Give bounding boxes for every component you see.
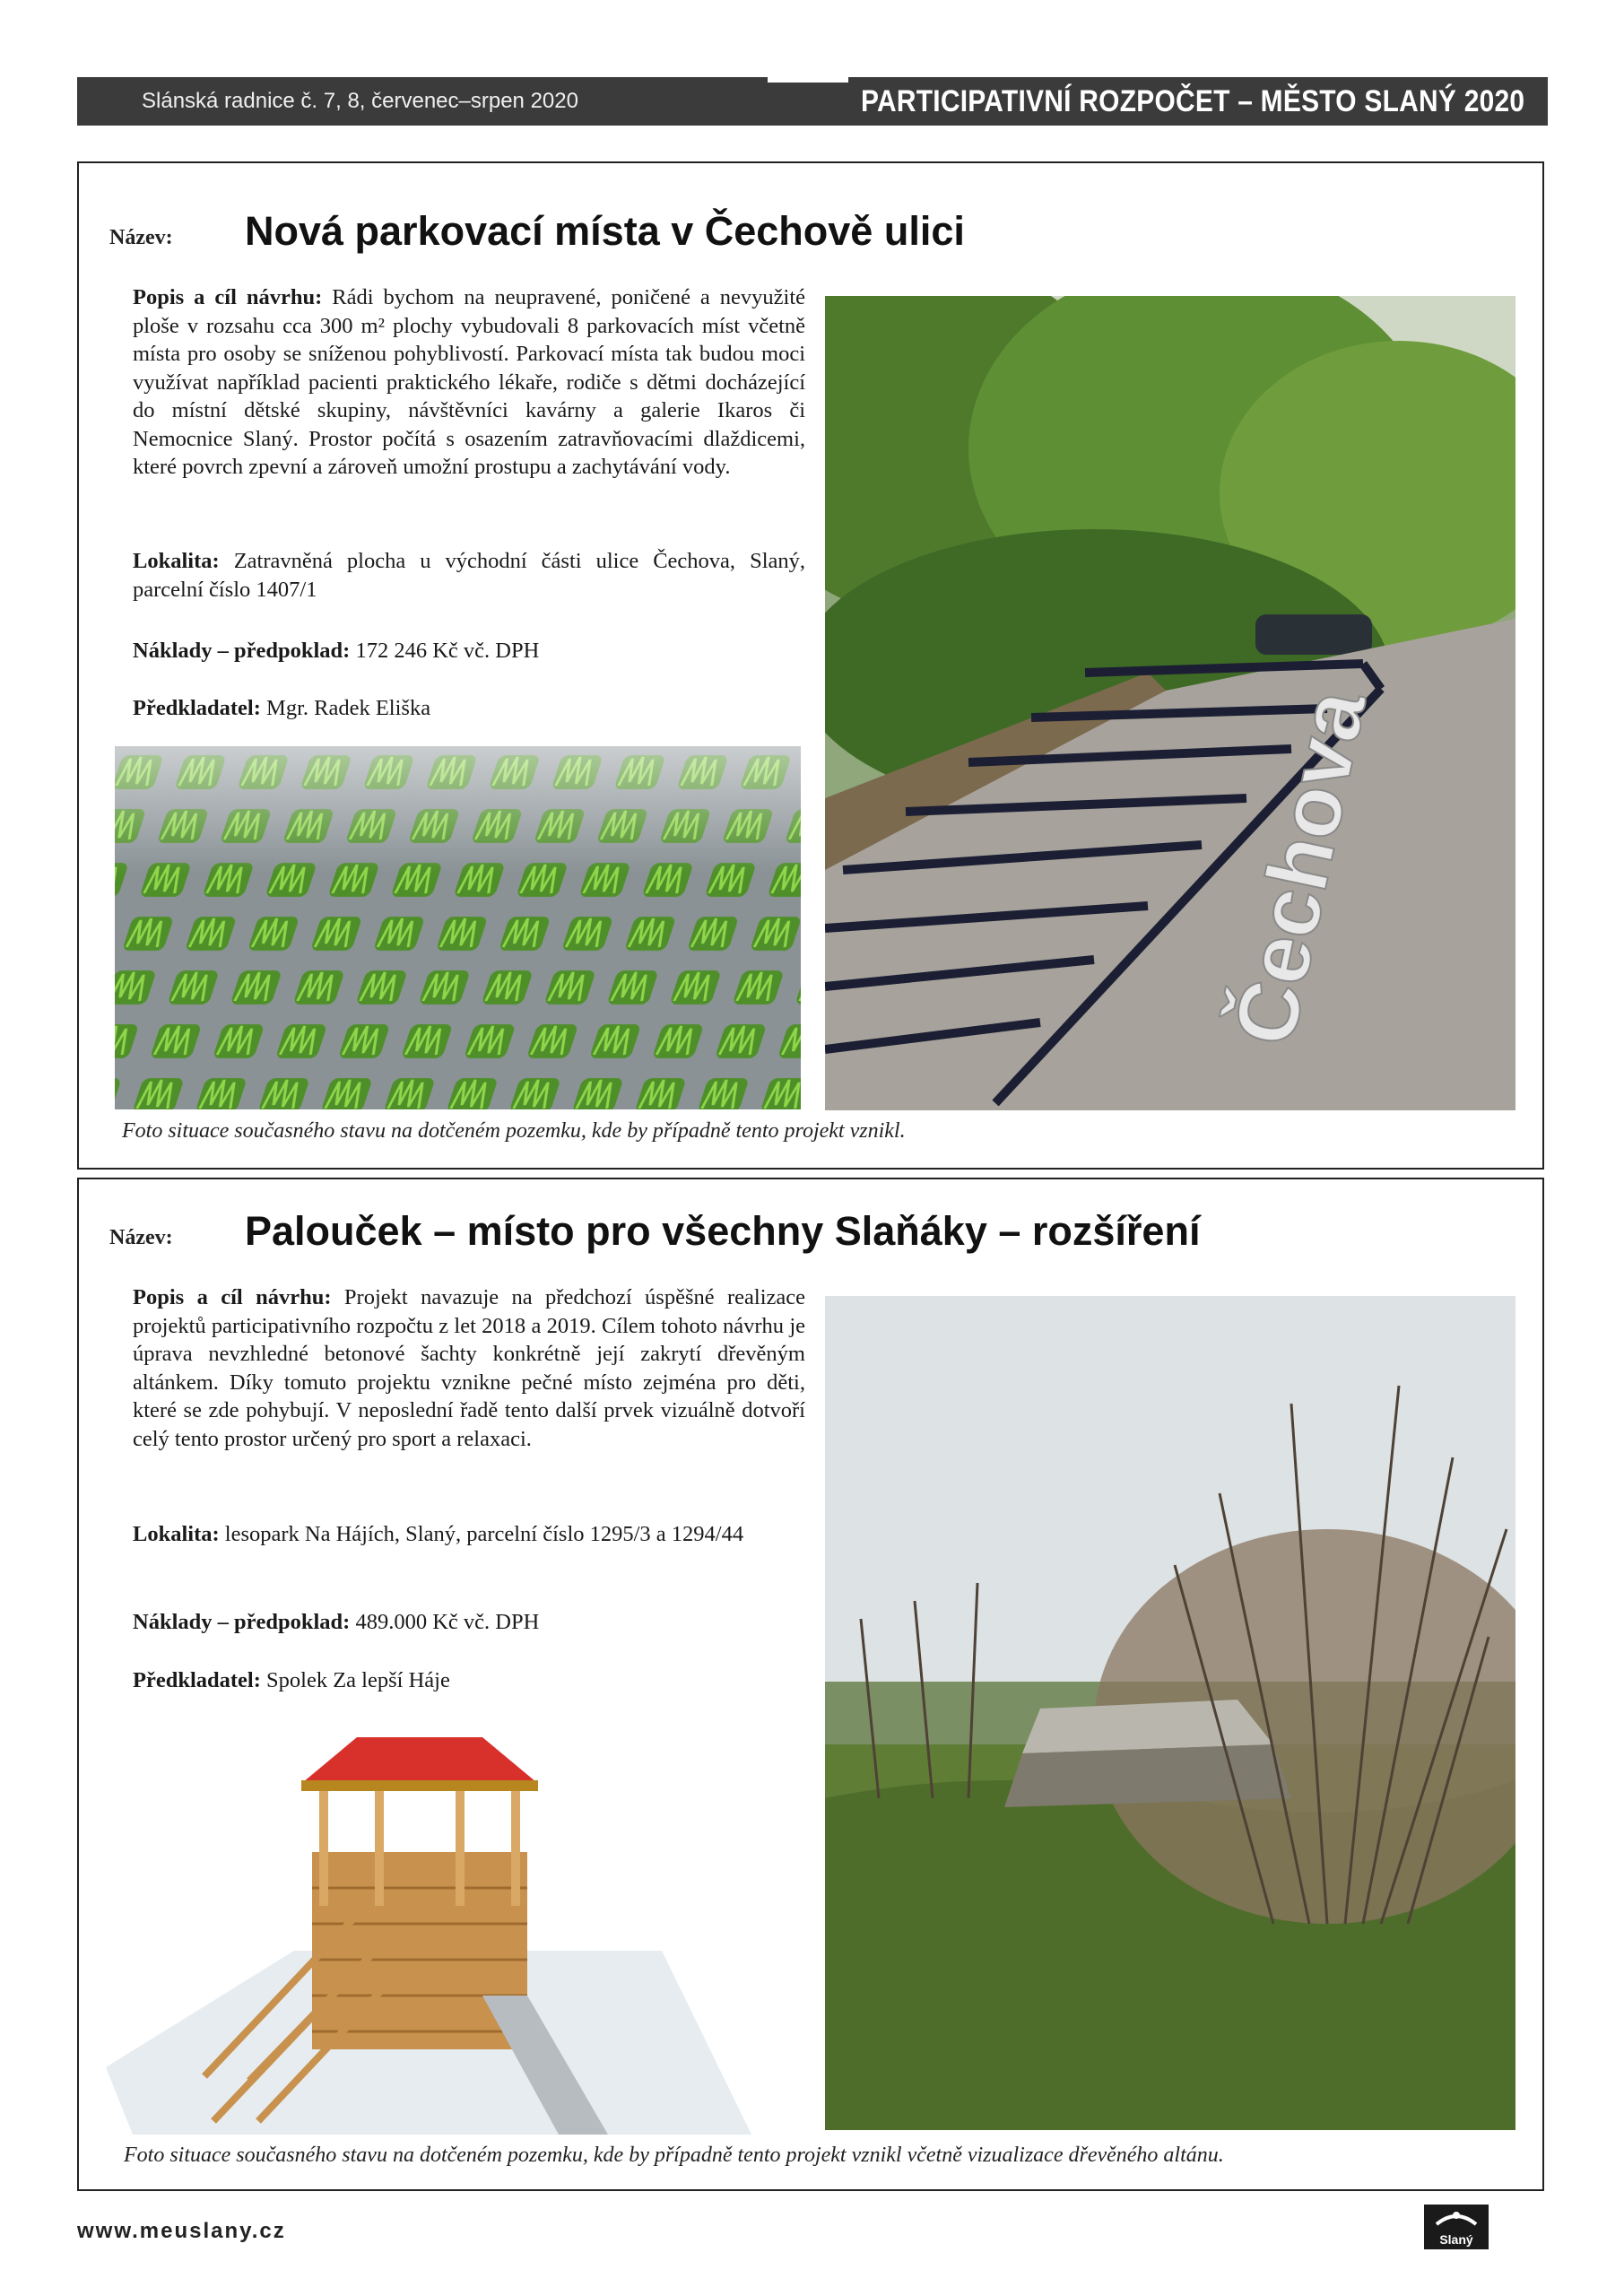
project-author <box>133 1666 805 1695</box>
page-header <box>77 77 1548 126</box>
cost-text: 489.000 Kč vč. DPH <box>355 1610 540 1634</box>
project-cost <box>133 637 805 665</box>
location-label: Lokalita: <box>133 549 220 573</box>
cost-label: Náklady – předpoklad: <box>133 639 351 663</box>
gazebo-visualization <box>106 1726 805 2135</box>
project-location <box>133 547 805 604</box>
author-text: Spolek Za lepší Háje <box>266 1668 450 1692</box>
photo-caption: Foto situace současného stavu na dotčeném pozemku, kde by případně tento projekt vznikl včetně vizualizace dřevěného altánu. <box>124 2144 1224 2167</box>
author-text: Mgr. Radek Eliška <box>266 696 431 720</box>
location-text: lesopark Na Hájích, Slaný, parcelní číslo 1295/3 a 1294/44 <box>224 1522 744 1546</box>
header-title: PARTICIPATIVNÍ ROZPOČET – MĚSTO SLANÝ 2020 <box>860 84 1524 118</box>
street-sign-text: Čechova <box>1215 682 1385 1054</box>
project-description <box>133 1283 805 1453</box>
name-label: Název: <box>109 226 173 249</box>
issue-info: Slánská radnice č. 7, 8, červenec–srpen 2020 <box>142 89 578 113</box>
desc-text: Projekt navazuje na předchozí úspěšné realizace projektů participativního rozpočtu z let 2018 a 2019. Cílem tohoto návrhu je úprava nevzhledné betonové šachty konkrétně její zakrytí dřevěným altánkem. Díky tomuto projektu vznikne pečné místo zejména pro děti, které se zde pohybují. V neposlední řadě tento další prvek vizuálně dotvoří celý tento prostor určený pro sport a relaxaci. <box>133 1285 806 1451</box>
street-parking-photo <box>825 296 1515 1110</box>
slany-logo <box>1424 2205 1489 2249</box>
project-location <box>133 1520 805 1549</box>
author-label: Předkladatel: <box>133 1668 261 1692</box>
logo-text: Slaný <box>1439 2232 1473 2247</box>
footer-url[interactable]: www.meuslany.cz <box>77 2219 286 2243</box>
desc-label: Popis a cíl návrhu: <box>133 285 323 309</box>
photo-caption: Foto situace současného stavu na dotčeném pozemku, kde by případně tento projekt vznikl. <box>122 1119 906 1143</box>
desc-label: Popis a cíl návrhu: <box>133 1285 332 1309</box>
cost-text: 172 246 Kč vč. DPH <box>355 639 540 663</box>
location-text: Zatravněná plocha u východní části ulice Čechova, Slaný, parcelní číslo 1407/1 <box>133 549 806 602</box>
location-label: Lokalita: <box>133 1522 220 1546</box>
grass-paver-photo <box>115 746 801 1109</box>
author-label: Předkladatel: <box>133 696 261 720</box>
project-panel-1 <box>77 161 1544 1170</box>
project-panel-2 <box>77 1178 1544 2191</box>
project-title: Nová parkovací místa v Čechově ulici <box>245 208 965 254</box>
name-label: Název: <box>109 1226 173 1249</box>
project-author <box>133 694 805 723</box>
project-cost <box>133 1608 805 1637</box>
desc-text: Rádi bychom na neupravené, poničené a nevyužité ploše v rozsahu cca 300 m² plochy vybudovali 8 parkovacích míst včetně místa pro osoby se sníženou pohyblivostí. Parkovací místa tak budou moci využívat například pacienti praktického lékaře, rodiče s dětmi docházející do místní dětské skupiny, návštěvníci kavárny a galerie Ikaros či Nemocnice Slaný. Prostor počítá s osazením zatravňovacími dlaždicemi, které povrch zpevní a zároveň umožní prostupu a zachytávání vody. <box>133 285 805 479</box>
header-notch <box>768 77 848 83</box>
project-title: Palouček – místo pro všechny Slaňáky – rozšíření <box>245 1208 1201 1254</box>
cost-label: Náklady – předpoklad: <box>133 1610 351 1634</box>
park-shaft-photo <box>825 1296 1515 2130</box>
project-description <box>133 283 805 482</box>
